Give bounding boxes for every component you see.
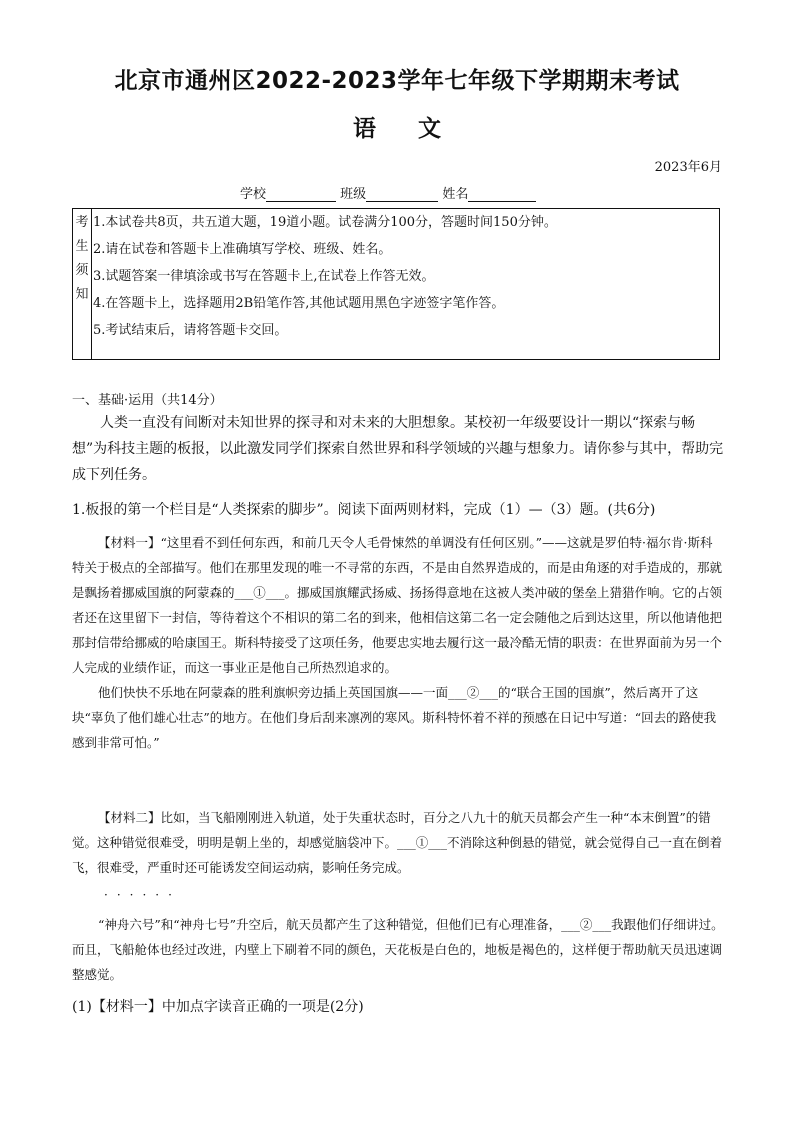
notice-item: 1.本试卷共8页，共五道大题，19道小题。试卷满分100分，答题时间150分钟。 [93,215,557,230]
school-label: 学校 [240,187,267,202]
notice-item: 4.在答题卡上，选择题用2B铅笔作答,其他试题用黑色字迹签字笔作答。 [93,296,505,311]
notice-items [92,209,719,359]
exam-title: 北京市通州区2022-2023学年七年级下学期期末考试 [114,68,680,94]
notice-heading [73,209,92,359]
notice-item: 2.请在试卷和答题卡上准确填写学校、班级、姓名。 [93,242,392,257]
question-1-stem: 1.板报的第一个栏目是“人类探索的脚步”。阅读下面两则材料，完成（1）—（3）题。(共6分) [72,502,656,518]
section-intro [72,410,724,488]
exam-notice-box [72,208,720,360]
subject-title: 语 文 [352,116,441,142]
notice-heading-char: 知 [75,287,89,302]
student-info-fields [240,183,536,202]
section-heading: 一、基础·运用（共14分） [72,393,223,408]
name-label: 姓名 [442,187,469,202]
notice-item: 3.试题答案一律填涂或书写在答题卡上,在试卷上作答无效。 [93,269,435,284]
material-two-paragraph: 【材料二】比如，当飞船刚刚进入轨道，处于失重状态时，百分之八九十的航天员都会产生一种“本末倒置”的错觉。这种错觉很难受，明明是朝上坐的，却感觉脑袋冲下。___①___不消除这种倒悬的错觉，就会觉得自己一直在倒着飞，很难受，严重时还可能诱发空间运动病，影响任务完成。 [72,810,723,875]
notice-heading-char: 须 [75,263,89,278]
omission-dots: ······ [104,888,181,902]
intro-text: 人类一直没有间断对未知世界的探寻和对未来的大胆想象。某校初一年级要设计一期以“探索与畅想”为科技主题的板报，以此激发同学们探索自然世界和科学领域的兴趣与想象力。请你参与其中，帮助完成下列任务。 [72,415,724,483]
exam-date: 2023年6月 [654,160,722,175]
material-two [72,805,724,880]
material-one-paragraph: 【材料一】“这里看不到任何东西，和前几天令人毛骨悚然的单调没有任何区别。”——这就是罗伯特·福尔肯·斯科特关于极点的全部描写。他们在那里发现的唯一不寻常的东西，不是由自然界造成的，而是由角逐的对手造成的，那就是飘扬着挪威国旗的阿蒙森的___①___。挪威国旗耀武扬威、扬扬得意地在这被人类冲破的堡垒上猎猎作响。它的占领者还在这里留下一封信，等待着这个不相识的第二名的到来，他相信这第二名一定会随他之后到达这里，所以他请他把那封信带给挪威的哈康国王。斯科特接受了这项任务，他要忠实地去履行这一最冷酷无情的职责：在世界面前为另一个人完成的业绩作证，而这一事业正是他自己所热烈追求的。 [72,535,723,675]
material-one-paragraph: 他们快快不乐地在阿蒙森的胜利旗帜旁边插上英国国旗——一面___②___的“联合王国的国旗”，然后离开了这块“辜负了他们雄心壮志”的地方。在他们身后刮来凛冽的寒风。斯科特怀着不祥的预感在日记中写道：“回去的路使我感到非常可怕。” [72,685,717,750]
notice-heading-char: 生 [75,239,89,254]
notice-heading-char: 考 [75,215,89,230]
notice-item: 5.考试结束后，请将答题卡交回。 [93,323,288,338]
material-two-continued [72,912,724,987]
school-blank [266,187,336,202]
sub-question-1: (1)【材料一】中加点字读音正确的一项是(2分) [72,999,364,1015]
material-two-paragraph: “神舟六号”和“神舟七号”升空后，航天员都产生了这种错觉，但他们已有心理准备，___②___我跟他们仔细讲过。而且，飞船舱体也经过改进，内壁上下刷着不同的颜色，天花板是白色的，地板是褐色的，这样便于帮助航天员迅速调整感觉。 [72,917,724,982]
class-blank [366,187,438,202]
class-label: 班级 [340,187,367,202]
name-blank [468,187,536,202]
material-one [72,530,724,755]
